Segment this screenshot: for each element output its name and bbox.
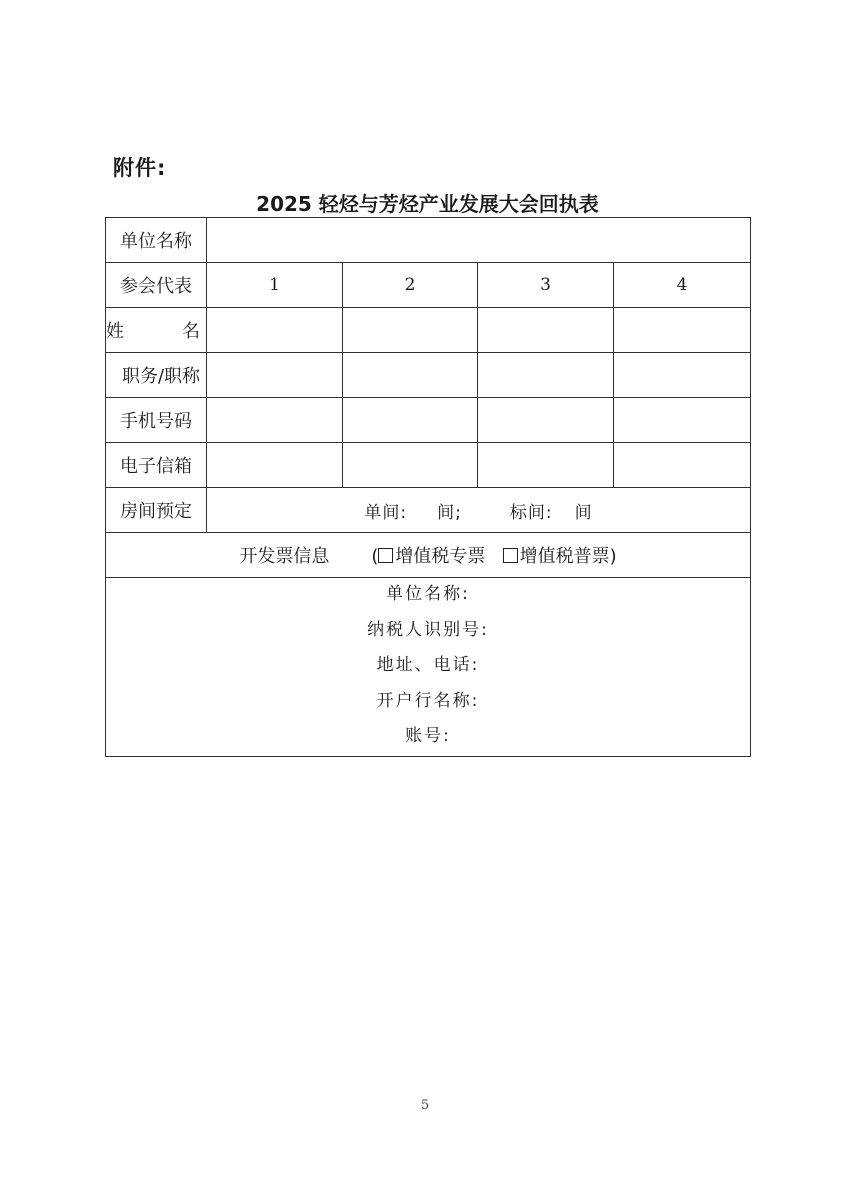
special-invoice-label: 增值税专票 [395,546,486,567]
name-row [106,308,751,353]
mobile-label: 手机号码 [106,398,207,443]
invoice-header [106,533,751,578]
attachment-label: 附件: [113,156,167,180]
name-field-3[interactable] [478,308,614,353]
email-field-3[interactable] [478,443,614,488]
position-field-1[interactable] [207,353,343,398]
delegate-number-1: 1 [207,263,343,308]
single-room-unit: 间; [437,502,462,523]
invoice-close-paren: ) [609,546,617,567]
delegates-label: 参会代表 [106,263,207,308]
email-field-1[interactable] [207,443,343,488]
room-row [106,488,751,533]
email-row [106,443,751,488]
name-label-char-1: 姓 [106,321,124,342]
position-row [106,353,751,398]
general-invoice-label: 增值税普票 [519,546,610,567]
special-invoice-checkbox[interactable] [378,548,393,563]
name-field-1[interactable] [207,308,343,353]
email-label: 电子信箱 [106,443,207,488]
unit-name-row [106,218,751,263]
name-field-2[interactable] [343,308,478,353]
name-label-char-2: 名 [182,321,200,342]
delegate-number-2: 2 [343,263,478,308]
unit-name-label: 单位名称 [106,218,207,263]
standard-room-label: 标间: [509,502,553,523]
invoice-header-label: 开发票信息 [239,546,330,567]
delegates-row [106,263,751,308]
delegate-number-4: 4 [614,263,751,308]
email-field-2[interactable] [343,443,478,488]
invoice-header-row [106,533,751,578]
general-invoice-checkbox[interactable] [503,548,518,563]
invoice-open-paren: ( [371,546,379,567]
email-field-4[interactable] [614,443,751,488]
invoice-bank-name-label: 开户行名称: [376,690,480,711]
position-field-2[interactable] [343,353,478,398]
invoice-taxpayer-id-label: 纳税人识别号: [367,619,489,640]
name-label [106,308,207,353]
single-room-label: 单间: [364,502,408,523]
mobile-field-3[interactable] [478,398,614,443]
reply-form-table [105,217,751,757]
invoice-account-label: 账号: [405,726,451,746]
mobile-field-2[interactable] [343,398,478,443]
position-field-4[interactable] [614,353,751,398]
room-label: 房间预定 [106,488,207,533]
invoice-body-row [106,578,751,757]
mobile-field-1[interactable] [207,398,343,443]
delegate-number-3: 3 [478,263,614,308]
unit-name-field[interactable] [207,218,751,263]
invoice-details[interactable] [106,578,751,757]
name-field-4[interactable] [614,308,751,353]
mobile-field-4[interactable] [614,398,751,443]
position-label: 职务/职称 [106,353,207,398]
invoice-unit-name-label: 单位名称: [386,584,470,604]
invoice-address-phone-label: 地址、电话: [376,655,480,675]
mobile-row [106,398,751,443]
page-number: 5 [420,1098,430,1113]
position-field-3[interactable] [478,353,614,398]
room-booking-field[interactable] [207,488,751,533]
standard-room-unit: 间 [574,502,593,523]
document-title: 2025 轻烃与芳烃产业发展大会回执表 [256,192,599,216]
